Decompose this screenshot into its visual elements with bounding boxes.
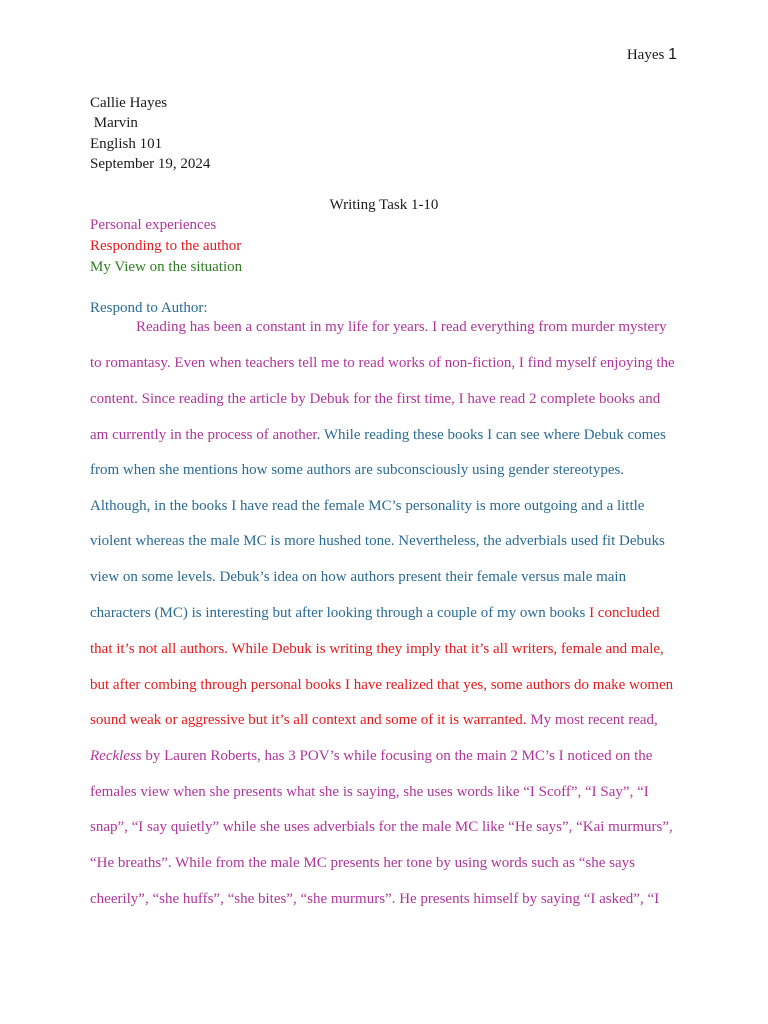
text-span: characters (MC) is interesting but after looking through a couple of my own books: [90, 605, 590, 621]
running-header: [627, 46, 677, 64]
date: September 19, 2024: [90, 156, 211, 172]
text-span: am currently in the process of another: [90, 427, 317, 443]
body-line: content. Since reading the article by Debuk for the first time, I have read 2 complete books and: [90, 391, 661, 407]
text-span: by Lauren Roberts, has 3 POV’s while focusing on the main 2 MC’s I noticed on the: [141, 748, 653, 764]
student-name: Callie Hayes: [90, 95, 168, 111]
body-line: Reading has been a constant in my life for years. I read everything from murder mystery: [136, 319, 667, 335]
body-line: [90, 746, 690, 766]
legend-responding: Responding to the author: [90, 238, 242, 254]
body-line: snap”, “I say quietly” while she uses adverbials for the male MC like “He says”, “Kai murmurs”,: [90, 819, 673, 835]
body-line: violent whereas the male MC is more hushed tone. Nevertheless, the adverbials used fit Debuks: [90, 533, 665, 549]
book-title: Reckless: [90, 748, 142, 764]
body-line: cheerily”, “she huffs”, “she bites”, “she murmurs”. He presents himself by saying “I asked”, “I: [90, 891, 660, 907]
body-line: [90, 603, 690, 623]
header-name: Hayes: [626, 47, 665, 63]
text-span: . While reading these books I can see where Debuk comes: [316, 427, 666, 443]
instructor-name: Marvin: [90, 115, 138, 131]
legend-personal: Personal experiences: [90, 217, 217, 233]
body-line: view on some levels. Debuk’s idea on how authors present their female versus male main: [90, 569, 627, 585]
body-line: but after combing through personal books I have realized that yes, some authors do make women: [90, 677, 674, 693]
body-line: [90, 425, 690, 445]
body-line: from when she mentions how some authors are subconsciously using gender stereotypes.: [90, 462, 625, 478]
text-span: I concluded: [589, 605, 660, 621]
text-span: sound weak or aggressive but it’s all context and some of it is warranted.: [90, 712, 527, 728]
page-title: Writing Task 1-10: [329, 197, 439, 213]
text-span: My most recent read,: [526, 712, 658, 728]
body-line: “He breaths”. While from the male MC presents her tone by using words such as “she says: [90, 855, 636, 871]
page-number: 1: [668, 46, 677, 63]
body-line: to romantasy. Even when teachers tell me to read works of non-fiction, I find myself enjoying the: [90, 355, 675, 371]
body-line: that it’s not all authors. While Debuk is writing they imply that it’s all writers, female and male,: [90, 641, 664, 657]
body-line: females view when she presents what she is saying, she uses words like “I Scoff”, “I Say”, “I: [90, 784, 649, 800]
course-name: English 101: [90, 136, 163, 152]
body-line: [90, 710, 690, 730]
legend-view: My View on the situation: [90, 259, 243, 275]
section-heading: Respond to Author:: [90, 300, 208, 316]
body-line: Although, in the books I have read the female MC’s personality is more outgoing and a little: [90, 498, 645, 514]
